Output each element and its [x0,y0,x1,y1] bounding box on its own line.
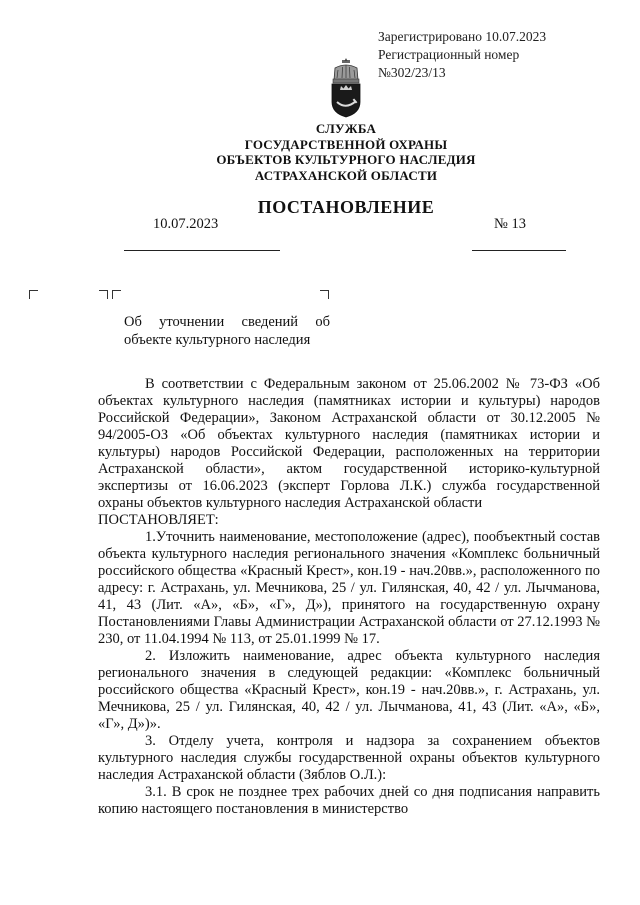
registration-line: Зарегистрировано 10.07.2023 [378,29,547,44]
paragraph-item-1: 1.Уточнить наименование, местоположение (адрес), пообъектный состав объекта культурного наследия регионального значения «Комплекс больничный российского общества «Красный Крест», кон.19 - нач.20вв.», расположенного по адресу: г. Астрахань, ул. Мечникова, 25 / ул. Гилянская, 40, 42 / ул. Лычманова, 41, 43 (Лит. «А», «Б», «Г», Д»), принятого на государственную охрану Постановлениями Главы Администрации Астраханской области от 27.12.1993 № 230, от 11.04.1994 № 113, от 25.01.1999 № 17. [98,529,600,647]
number-underline [472,250,566,251]
paragraph-preamble: В соответствии с Федеральным законом от 25.06.2002 № 73-ФЗ «Об объектах культурного наследия (памятниках истории и культуры) народов Российской Федерации», Законом Астраханской области от 30.12.2005 № 94/2005-ОЗ «Об объектах культурного наследия (памятниках истории и культуры) народов Российской Федерации, расположенных на территории Астраханской области», актом государственной историко-культурной экспертизы от 16.06.2023 (эксперт Горлова Л.К.) служба государственной охраны объектов культурного наследия Астраханской области [98,376,600,511]
document-number: № 13 [494,216,526,232]
astrakhan-coat-of-arms-icon [327,58,365,118]
paragraph-item-3: 3. Отделу учета, контроля и надзора за сохранением объектов культурного наследия службы государственной охраны объектов культурного наследия Астраханской области (Зяблов О.Л.): [98,733,600,783]
corner-bracket [112,290,121,299]
document-subject: Об уточнении сведений об объекте культурного наследия [124,314,330,348]
agency-line: ГОСУДАРСТВЕННОЙ ОХРАНЫ [244,136,448,152]
registration-number: №302/23/13 [378,65,446,80]
agency-line: СЛУЖБА [315,121,377,136]
paragraph-resolves: ПОСТАНОВЛЯЕТ: [98,512,219,528]
registration-line: Регистрационный номер [378,47,520,62]
date-underline [124,250,280,251]
agency-line: АСТРАХАНСКОЙ ОБЛАСТИ [254,167,438,183]
agency-name [0,121,640,183]
document-body [98,376,600,818]
paragraph-item-3-1: 3.1. В срок не позднее трех рабочих дней со дня подписания направить копию настоящего постановления в министерство [98,784,600,817]
paragraph-item-2: 2. Изложить наименование, адрес объекта культурного наследия регионального значения в следующей редакции: «Комплекс больничный российского общества «Красный Крест», кон.19 - нач.20вв.», г. Астрахань, ул. Мечникова, 25 / ул. Гилянская, 40, 42 / ул. Лычманова, 41, 43 (Лит. «А», «Б», «Г», Д»)». [98,648,600,732]
document-date: 10.07.2023 [153,216,219,232]
corner-bracket [99,290,108,299]
registration-stamp [378,28,546,82]
corner-bracket [29,290,38,299]
document-title: ПОСТАНОВЛЕНИЕ [257,197,435,217]
agency-line: ОБЪЕКТОВ КУЛЬТУРНОГО НАСЛЕДИЯ [216,152,476,167]
corner-bracket [320,290,329,299]
